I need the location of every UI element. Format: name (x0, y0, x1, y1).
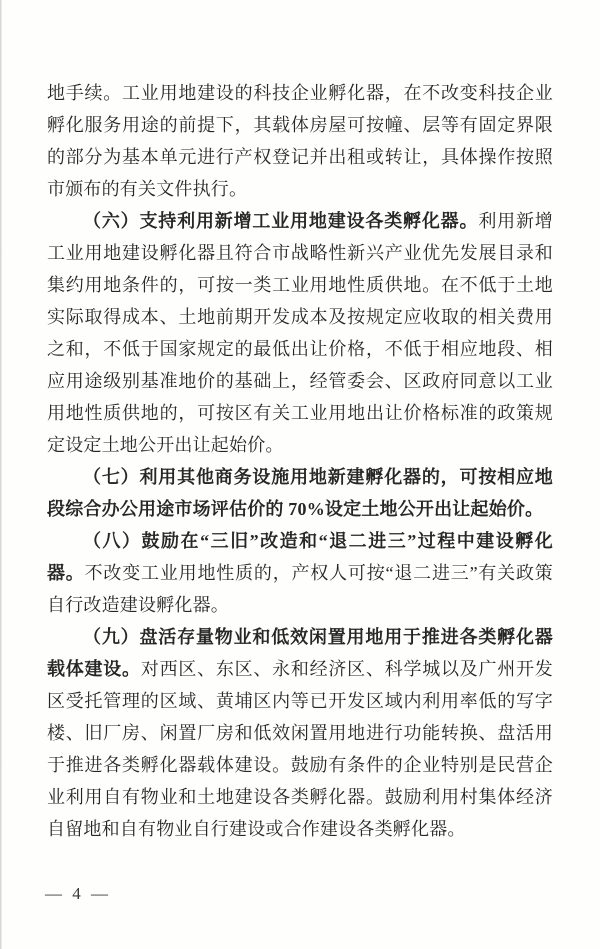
item-6-heading: （六）支持利用新增工业用地建设各类孵化器。 (83, 211, 479, 231)
paragraph-item-8 (47, 525, 553, 621)
paragraph-item-9 (47, 621, 553, 845)
paragraph-continuation (47, 77, 553, 205)
item-8-body: 不改变工业用地性质的，产权人可按“退二进三”有关政策自行改造建设孵化器。 (47, 563, 553, 615)
paragraph-text: 地手续。工业用地建设的科技企业孵化器，在不改变科技企业孵化服务用途的前提下，其载体房屋可按幢、层等有固定界限的部分为基本单元进行产权登记并出租或转让，具体操作按照市颁布的有关文件执行。 (47, 83, 553, 199)
item-9-heading: （九）盘活存量物业和低效闲置用地用于推进各类孵化器载体建设。 (47, 627, 553, 679)
paragraph-item-7 (47, 461, 553, 525)
item-8-heading: （八）鼓励在“三旧”改造和“退二进三”过程中建设孵化器。 (47, 531, 553, 583)
document-body (47, 77, 553, 845)
page-number: — 4 — (45, 884, 111, 903)
item-9-body: 对西区、东区、永和经济区、科学城以及广州开发区受托管理的区域、黄埔区内等已开发区域内利用率低的写字楼、旧厂房、闲置厂房和低效闲置用地进行功能转换、盘活用于推进各类孵化器载体建设。鼓励有条件的企业特别是民营企业利用自有物业和土地建设各类孵化器。鼓励利用村集体经济自留地和自有物业自行建设或合作建设各类孵化器。 (47, 659, 553, 839)
item-6-body: 利用新增工业用地建设孵化器且符合市战略性新兴产业优先发展目录和集约用地条件的，可按一类工业用地性质供地。在不低于土地实际取得成本、土地前期开发成本及按规定应收取的相关费用之和，不低于国家规定的最低出让价格，不低于相应地段、相应用途级别基准地价的基础上，经管委会、区政府同意以工业用地性质供地的，可按区有关工业用地出让价格标准的政策规定设定土地公开出让起始价。 (47, 211, 553, 455)
item-7-heading: （七）利用其他商务设施用地新建孵化器的，可按相应地段综合办公用途市场评估价的 70%设定土地公开出让起始价。 (47, 467, 553, 519)
paragraph-item-6 (47, 205, 553, 461)
